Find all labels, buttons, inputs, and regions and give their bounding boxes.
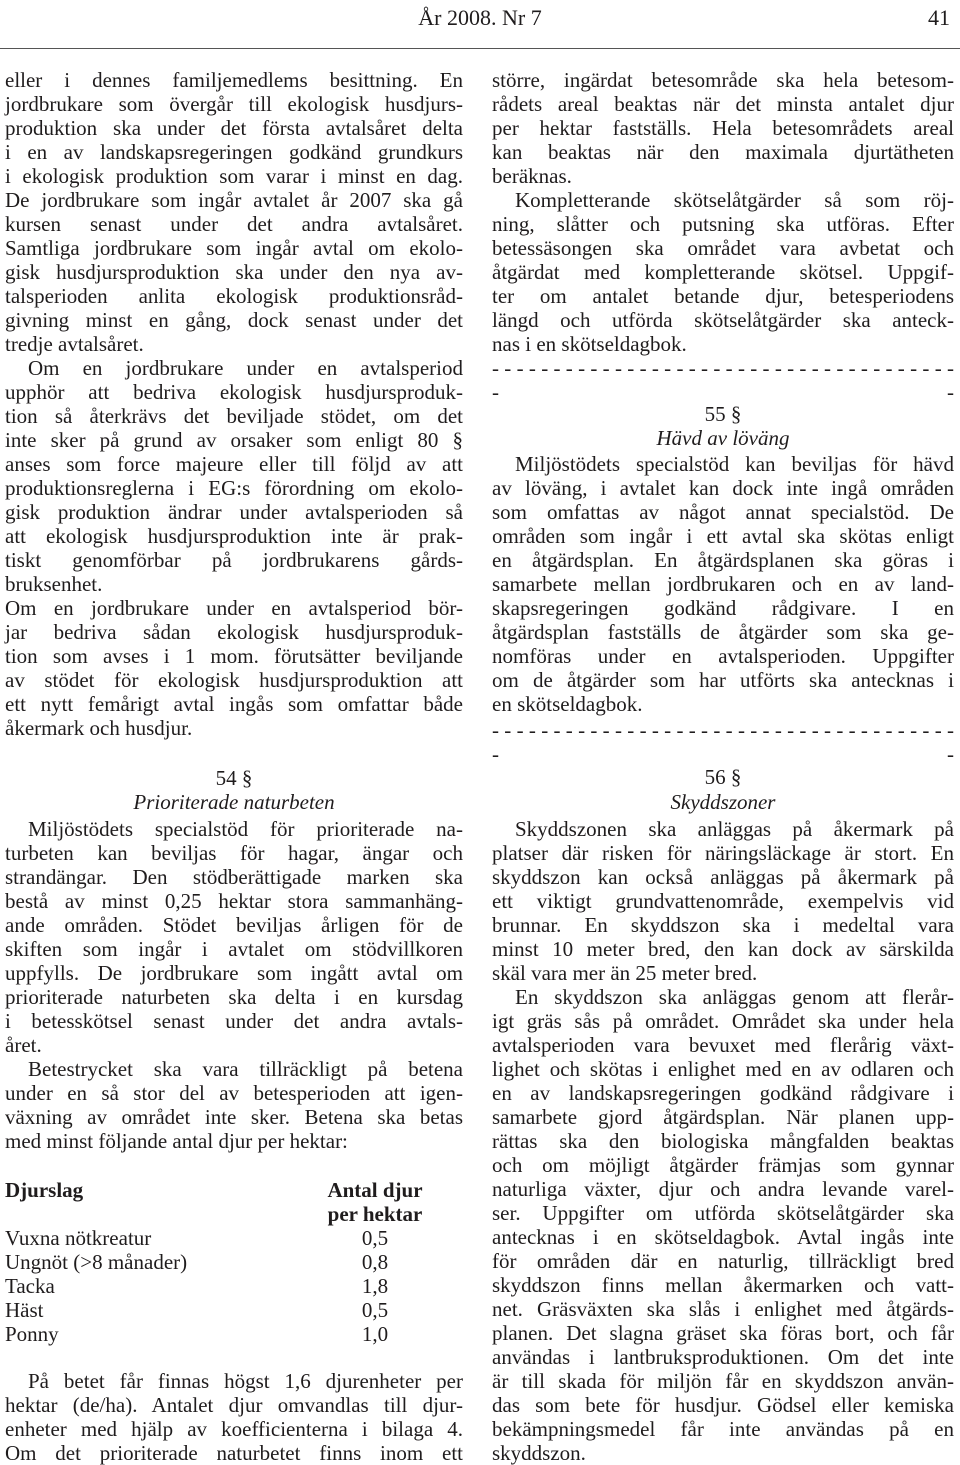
right-intro-text bbox=[492, 68, 954, 404]
text-line: nas i en skötseldagbok. bbox=[492, 332, 687, 356]
text-line: jar bedriva sådan ekologisk husdjursproduk- bbox=[5, 620, 463, 644]
text-line: åtgärdat med kompletterande skötsel. Uppgif- bbox=[492, 260, 954, 284]
text-line: De jordbrukare som ingår avtalet år 2007 ska gå bbox=[5, 188, 463, 212]
text-line: enheter med hjälp av koefficienterna i bilaga 4. bbox=[5, 1417, 463, 1441]
text-line: skyddszon finns mellan åkermarken och vatt- bbox=[492, 1273, 954, 1297]
text-line: åkermark och husdjur. bbox=[5, 716, 193, 740]
text-line: eller i dennes familjemedlems besittning. En bbox=[5, 68, 463, 92]
text-line: bekämpningsmedel får inte användas på en bbox=[492, 1417, 954, 1441]
text-line: en skötseldagbok. bbox=[492, 692, 643, 716]
text-line: i en av landskapsregeringen godkänd grundkurs bbox=[5, 140, 463, 164]
value-cell: 0,5 bbox=[361, 1298, 389, 1322]
text-line: betessäsongen ska området vara avbetat och bbox=[492, 236, 954, 260]
animal-cell: Ungnöt (>8 månader) bbox=[5, 1250, 188, 1274]
text-line: i betesskötsel senast under det andra avtals- bbox=[5, 1009, 463, 1033]
text-line: talsperioden anlita ekologisk produktionsråd- bbox=[5, 284, 463, 308]
text-line: beräknas. bbox=[492, 164, 572, 188]
text-line: en åtgärdsplan. En åtgärdsplanen ska göras i bbox=[492, 548, 954, 572]
text-line: platser där risken för näringsläckage är stort. En bbox=[492, 841, 954, 865]
table-header-row bbox=[5, 1178, 463, 1202]
text-line: ande områden. Stödet beviljas årligen för de bbox=[5, 913, 463, 937]
text-line: om de åtgärder som har utförts ska antecknas i bbox=[492, 668, 954, 692]
text-line: användas i lantbruksproduktionen. Om det inte bbox=[492, 1345, 954, 1369]
table-row bbox=[5, 1250, 463, 1274]
text-line: av löväng, i avtalet kan dock inte ingå områden bbox=[492, 476, 954, 500]
text-line: net. Gräsväxten ska slås i enlighet med åtgärds- bbox=[492, 1297, 954, 1321]
text-line: större, ingärdat betesområde ska hela betesom- bbox=[492, 68, 954, 92]
table-row bbox=[5, 1298, 463, 1322]
text-line: gisk produktion ändrar under avtalsperioden så bbox=[5, 500, 463, 524]
header-rule bbox=[0, 48, 960, 49]
text-line: tredje avtalsåret. bbox=[5, 332, 144, 356]
animal-density-table bbox=[5, 1178, 463, 1346]
text-line: Skyddszonen ska anläggas på åkermark på bbox=[515, 817, 954, 841]
text-line: brunnar. En skyddszon ska i medeltal vara bbox=[492, 913, 954, 937]
section-56-text bbox=[492, 817, 954, 1465]
text-line: Betestrycket ska vara tillräckligt på betena bbox=[28, 1057, 463, 1081]
text-line: kan beaktas när den maximala djurtätheten bbox=[492, 140, 954, 164]
text-line: rådets areal beaktas när det minsta antalet djur bbox=[492, 92, 954, 116]
text-line: ter om antalet betande djur, betesperiodens bbox=[492, 284, 954, 308]
text-line: områden som ingår i ett avtal ska skötas enligt bbox=[492, 524, 954, 548]
text-line: är till skada för miljön får en skyddszon använ- bbox=[492, 1369, 954, 1393]
text-line: givning minst en gång, dock senast under det bbox=[5, 308, 463, 332]
text-line: kursen senast under det andra avtalsåret. bbox=[5, 212, 463, 236]
text-line: På betet får finnas högst 1,6 djurenheter per bbox=[28, 1369, 463, 1393]
table-row bbox=[5, 1226, 463, 1250]
text-line: lighet och skötas i enlighet med en av odlaren och bbox=[492, 1057, 954, 1081]
column-header-count: Antal djur bbox=[327, 1178, 423, 1202]
text-line: produktion ska under det första avtalsåret delta bbox=[5, 116, 463, 140]
text-line: anses som force majeure eller till följd av att bbox=[5, 452, 463, 476]
text-line: Miljöstödets specialstöd kan beviljas för hävd bbox=[515, 452, 954, 476]
text-line: skyddszon. bbox=[492, 1441, 586, 1465]
text-line: skyddszon kan också anläggas på åkermark på bbox=[492, 865, 954, 889]
section-title: Prioriterade naturbeten bbox=[133, 790, 335, 814]
dashed-separator: - - - - - - - - - - - - - - - - - - - - - - - - - - - - - - - - - - - - - - - - bbox=[492, 356, 954, 404]
text-line: Miljöstödets specialstöd för prioriterade na- bbox=[28, 817, 463, 841]
text-line: av stödet för ekologisk husdjursproduktion att bbox=[5, 668, 463, 692]
text-line: uppfylls. De jordbrukare som ingått avtal om bbox=[5, 961, 463, 985]
value-cell: 1,0 bbox=[361, 1322, 389, 1346]
value-cell: 1,8 bbox=[361, 1274, 389, 1298]
value-cell: 0,8 bbox=[361, 1250, 389, 1274]
text-line: i ekologisk produktion som varar i minst en dag. bbox=[5, 164, 463, 188]
animal-cell: Ponny bbox=[5, 1322, 59, 1346]
text-line: åtgärdsplan fastställs de åtgärder som ska ge- bbox=[492, 620, 954, 644]
text-line: per hektar fastställs. Hela betesområdets areal bbox=[492, 116, 954, 140]
text-line: nomföras under en avtalsperioden. Uppgifter bbox=[492, 644, 954, 668]
text-line: gisk husdjursproduktion ska under den nya av- bbox=[5, 260, 463, 284]
text-line: Om en jordbrukare under en avtalsperiod bör- bbox=[5, 596, 463, 620]
text-line: minst 10 meter bred, den kan dock av särskilda bbox=[492, 937, 954, 961]
text-line: Samtliga jordbrukare som ingår avtal om ekolo- bbox=[5, 236, 463, 260]
table-header-row bbox=[5, 1202, 463, 1226]
text-line: och om möjligt åtgärder främjas som gynnar bbox=[492, 1153, 954, 1177]
dashed-separator: - - - - - - - - - - - - - - - - - - - - - - - - - - - - - - - - - - - - - - - - bbox=[492, 718, 954, 766]
text-line: skapsregeringen godkänd rådgivare. I en bbox=[492, 596, 954, 620]
running-title: År 2008. Nr 7 bbox=[418, 5, 542, 30]
text-line: ning, slåtter och putsning ska utföras. Efter bbox=[492, 212, 954, 236]
text-line: skiften som ingår i avtalet om stödvillkoren bbox=[5, 937, 463, 961]
text-line: en av landskapsregeringen godkänd rådgivare i bbox=[492, 1081, 954, 1105]
text-line: igt gräs sås på området. Området ska under hela bbox=[492, 1009, 954, 1033]
text-line: produktionsreglerna i EG:s förordning om ekolo- bbox=[5, 476, 463, 500]
text-line: under en så stor del av betesperioden att igen- bbox=[5, 1081, 463, 1105]
text-line: strandängar. Den stödberättigade marken ska bbox=[5, 865, 463, 889]
section-title: Skyddszoner bbox=[670, 790, 776, 814]
table-row bbox=[5, 1274, 463, 1298]
text-line: ett nytt femårigt avtal ingås som omfattar både bbox=[5, 692, 463, 716]
section-number: 55 § bbox=[704, 402, 742, 426]
text-line: tion så återkrävs det beviljade stödet, om det bbox=[5, 404, 463, 428]
text-line: En skyddszon ska anläggas genom att flerår- bbox=[515, 985, 954, 1009]
section-number: 56 § bbox=[704, 765, 742, 789]
column-header-count-unit: per hektar bbox=[327, 1202, 423, 1226]
text-line: turbeten kan beviljas för hagar, ängar och bbox=[5, 841, 463, 865]
text-line: ett viktigt grundvattenområde, exempelvis vid bbox=[492, 889, 954, 913]
table-row bbox=[5, 1322, 463, 1346]
text-line: naturliga växter, djur och andra levande varel- bbox=[492, 1177, 954, 1201]
text-line: antecknas i en skötseldagbok. Avtal ingås inte bbox=[492, 1225, 954, 1249]
left-intro-text bbox=[5, 68, 463, 740]
text-line: jordbrukare som övergår till ekologisk husdjurs- bbox=[5, 92, 463, 116]
text-line: bruksenhet. bbox=[5, 572, 103, 596]
text-line: avtalsperioden vara bevuxet med flerårig växt- bbox=[492, 1033, 954, 1057]
text-line: för områden där en naturlig, tillräckligt bred bbox=[492, 1249, 954, 1273]
text-line: längd och utförda skötselåtgärder ska anteck- bbox=[492, 308, 954, 332]
text-line: hektar (de/ha). Antalet djur omvandlas till djur- bbox=[5, 1393, 463, 1417]
separator-block bbox=[492, 718, 954, 766]
text-line: tion som avses i 1 mom. förutsätter beviljande bbox=[5, 644, 463, 668]
text-line: skäl vara mer än 25 meter bred. bbox=[492, 961, 758, 985]
section-55-text bbox=[492, 452, 954, 716]
text-line: rättas ska den biologiska mångfalden beaktas bbox=[492, 1129, 954, 1153]
section-54-text-continued bbox=[5, 1369, 463, 1465]
text-line: som omfattas av något annat specialstöd. De bbox=[492, 500, 954, 524]
text-line: upphör att bedriva ekologisk husdjursproduk- bbox=[5, 380, 463, 404]
text-line: ser. Uppgifter om utförda skötselåtgärder ska bbox=[492, 1201, 954, 1225]
animal-cell: Tacka bbox=[5, 1274, 55, 1298]
value-cell: 0,5 bbox=[361, 1226, 389, 1250]
text-line: prioriterade naturbeten ska delta i en kursdag bbox=[5, 985, 463, 1009]
section-54-text bbox=[5, 817, 463, 1153]
animal-cell: Häst bbox=[5, 1298, 44, 1322]
section-title: Hävd av löväng bbox=[656, 426, 790, 450]
text-line: samarbete mellan jordbrukaren och en av land- bbox=[492, 572, 954, 596]
text-line: året. bbox=[5, 1033, 42, 1057]
text-line: växning av området inte sker. Betena ska betas bbox=[5, 1105, 463, 1129]
text-line: Kompletterande skötselåtgärder så som röj- bbox=[515, 188, 954, 212]
column-header-animal: Djurslag bbox=[5, 1178, 84, 1202]
animal-cell: Vuxna nötkreatur bbox=[5, 1226, 152, 1250]
text-line: samarbete gjord åtgärdsplan. När planen upp- bbox=[492, 1105, 954, 1129]
text-line: tiskt genomförbar på jordbrukarens gårds- bbox=[5, 548, 463, 572]
text-line: att ekologisk husdjursproduktion inte är prak- bbox=[5, 524, 463, 548]
text-line: Om det prioriterade naturbetet finns inom ett bbox=[5, 1441, 463, 1465]
text-line: das som bete för husdjur. Gödsel eller kemiska bbox=[492, 1393, 954, 1417]
text-line: Om en jordbrukare under en avtalsperiod bbox=[28, 356, 463, 380]
text-line: planen. Det slagna gräset ska föras bort, och får bbox=[492, 1321, 954, 1345]
text-line: bestå av minst 0,25 hektar stora sammanhäng- bbox=[5, 889, 463, 913]
text-line: inte sker på grund av orsaker som enligt 80 § bbox=[5, 428, 463, 452]
section-number: 54 § bbox=[215, 766, 253, 790]
page-number: 41 bbox=[928, 5, 950, 30]
text-line: med minst följande antal djur per hektar: bbox=[5, 1129, 348, 1153]
